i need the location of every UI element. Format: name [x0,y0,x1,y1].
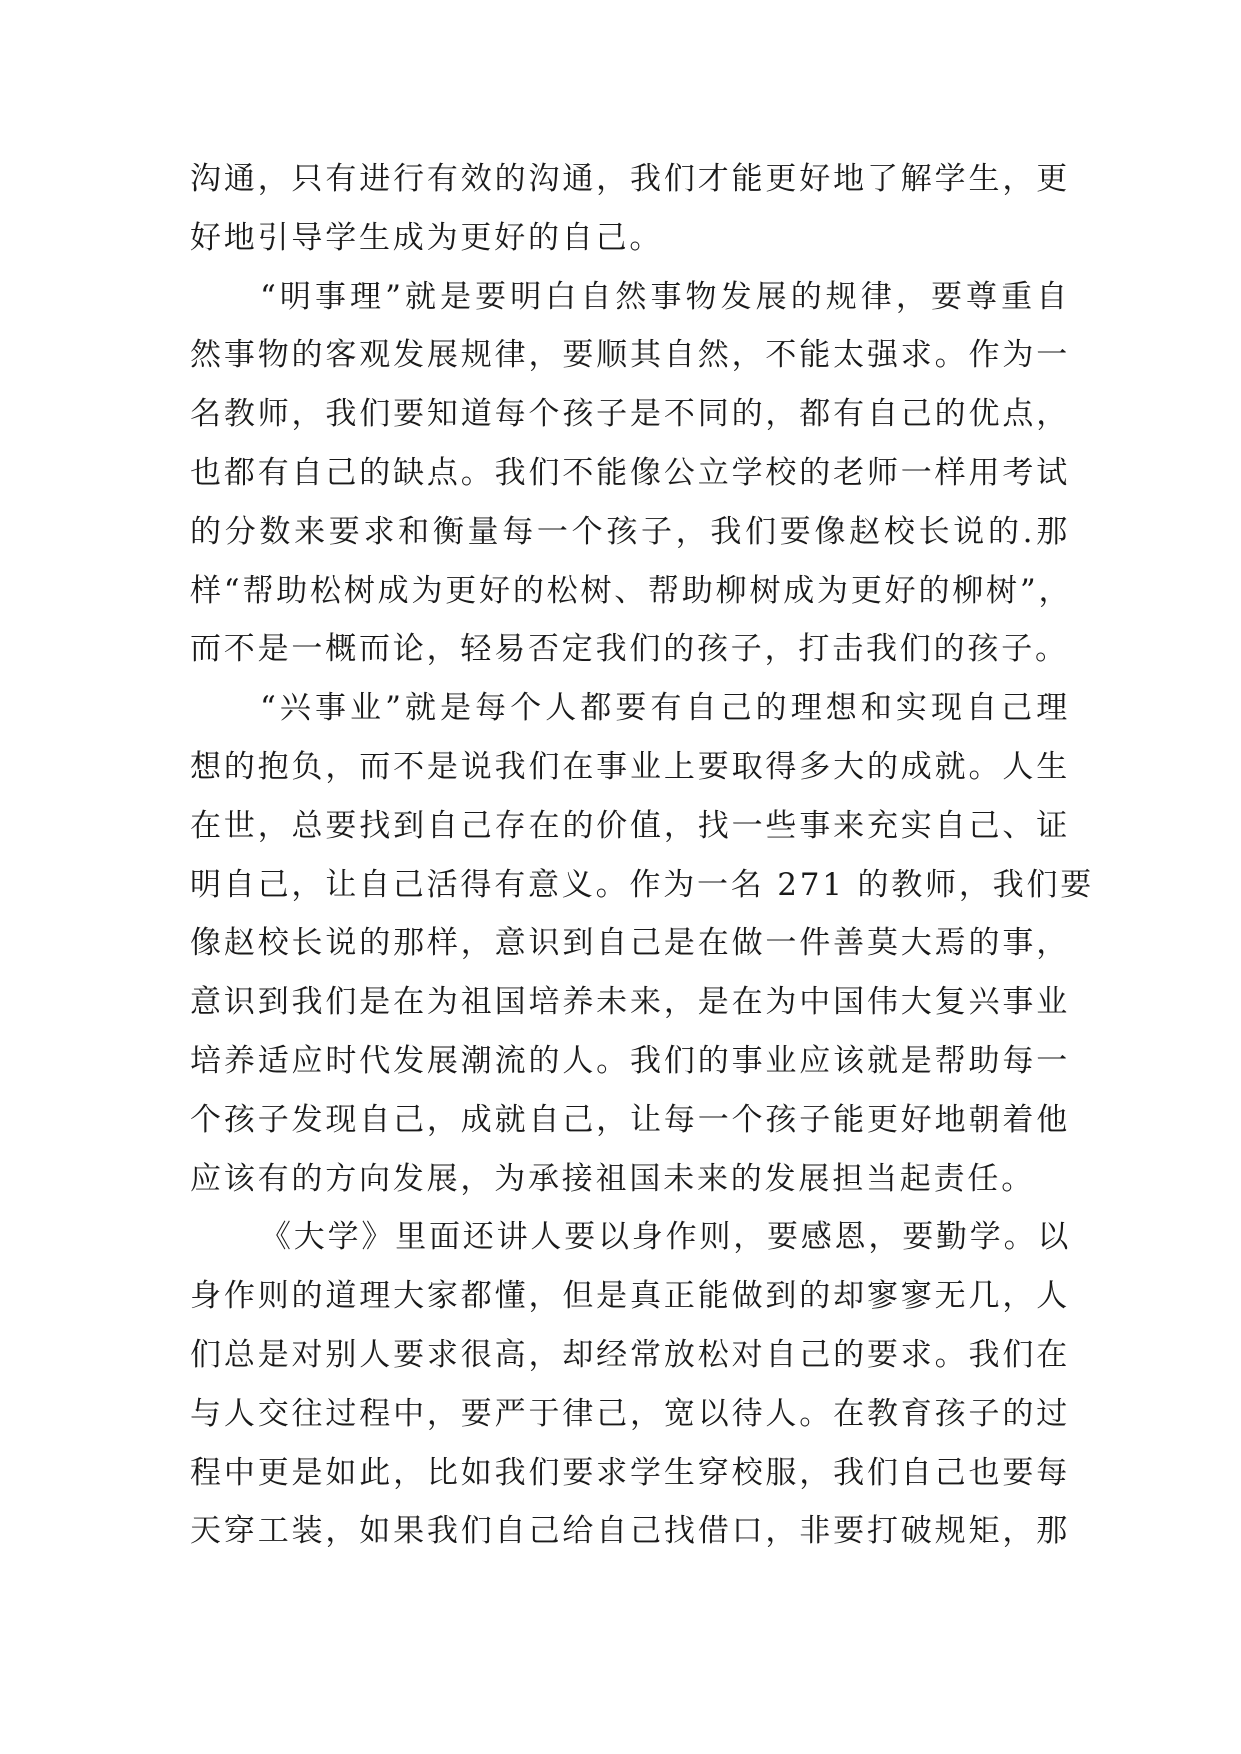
text-line: “明事理”就是要明白自然事物发展的规律，要尊重自 [260,278,1070,315]
text-line: 而不是一概而论，轻易否定我们的孩子，打击我们的孩子。 [190,631,1069,668]
text-line: 好地引导学生成为更好的自己。 [190,219,664,256]
text-line: 也都有自己的缺点。我们不能像公立学校的老师一样用考试 [190,454,1070,491]
text-line: 想的抱负，而不是说我们在事业上要取得多大的成就。人生 [190,748,1070,785]
text-line: 培养适应时代发展潮流的人。我们的事业应该就是帮助每一 [190,1042,1070,1079]
text-line: 应该有的方向发展，为承接祖国未来的发展担当起责任。 [190,1160,1035,1197]
text-line: 身作则的道理大家都懂，但是真正能做到的却寥寥无几，人 [190,1278,1070,1315]
text-line: 沟通，只有进行有效的沟通，我们才能更好地了解学生，更 [190,161,1070,197]
text-line: 们总是对别人要求很高，却经常放松对自己的要求。我们在 [190,1336,1070,1373]
text-line: 在世，总要找到自己存在的价值，找一些事来充实自己、证 [190,807,1070,844]
text-line: 的分数来要求和衡量每一个孩子，我们要像赵校长说的.那 [190,513,1070,550]
text-line: 像赵校长说的那样，意识到自己是在做一件善莫大焉的事， [190,925,1070,962]
text-line: 《大学》里面还讲人要以身作则，要感恩，要勤学。以 [260,1219,1072,1256]
text-line: 名教师，我们要知道每个孩子是不同的，都有自己的优点， [190,396,1070,433]
text-line: 样“帮助松树成为更好的松树、帮助柳树成为更好的柳树”， [190,572,1073,609]
text-line: 明自己，让自己活得有意义。作为一名 271 的教师，我们要 [190,866,1095,903]
paragraph-1 [190,150,1070,268]
text-line: 意识到我们是在为祖国培养未来，是在为中国伟大复兴事业 [190,984,1070,1021]
text-line: 天穿工装，如果我们自己给自己找借口，非要打破规矩，那 [190,1513,1070,1550]
text-line: 程中更是如此，比如我们要求学生穿校服，我们自己也要每 [190,1454,1070,1491]
paragraph-2 [190,268,1073,680]
text-line: 然事物的客观发展规律，要顺其自然，不能太强求。作为一 [190,337,1070,374]
paragraph-3 [190,679,1095,1208]
document-body [190,150,1095,1561]
text-line: 与人交往过程中，要严于律己，宽以待人。在教育孩子的过 [190,1395,1070,1432]
text-line: 个孩子发现自己，成就自己，让每一个孩子能更好地朝着他 [190,1101,1070,1138]
text-line: “兴事业”就是每个人都要有自己的理想和实现自己理 [260,690,1070,727]
paragraph-4 [190,1208,1070,1561]
